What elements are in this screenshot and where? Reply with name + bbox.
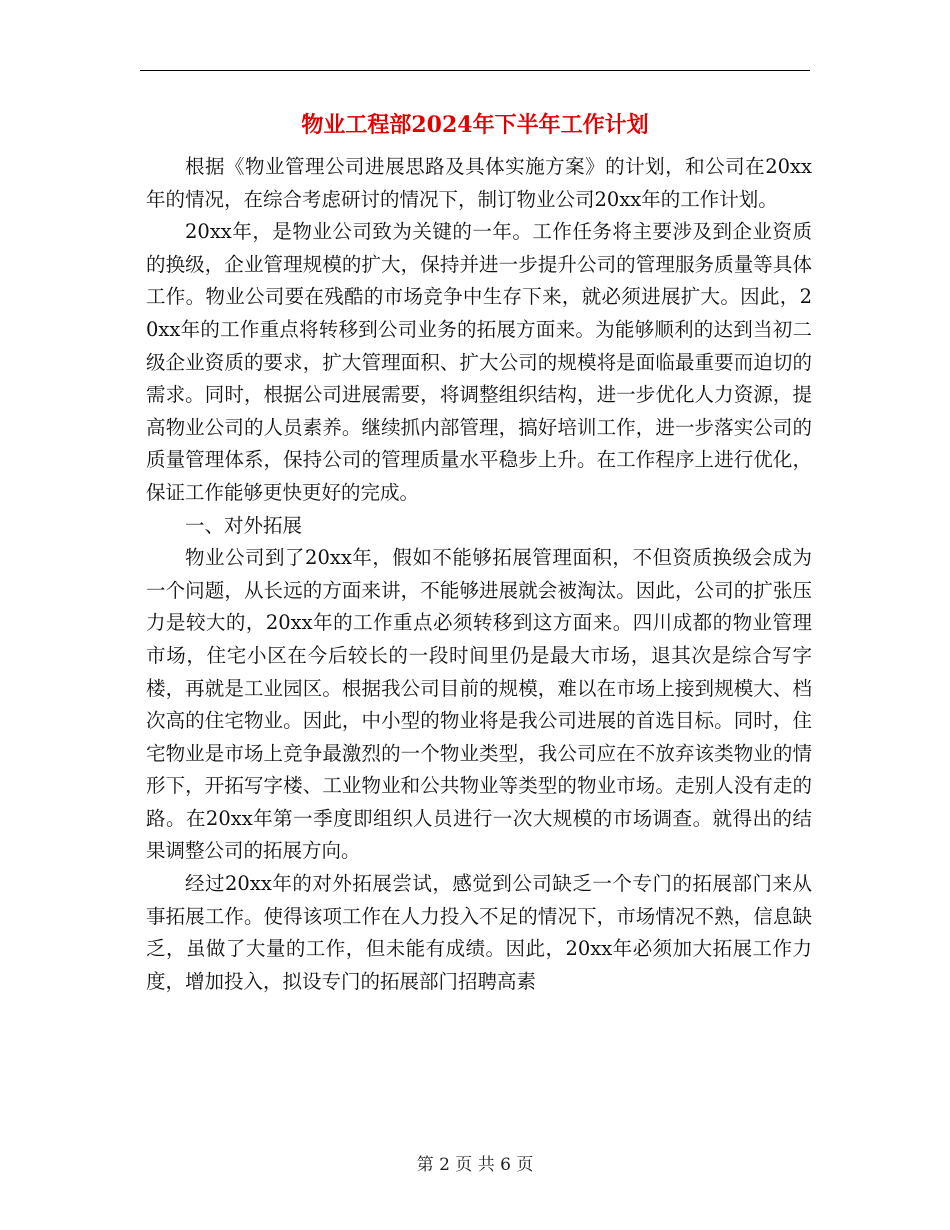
section-heading-expansion: 一、对外拓展: [185, 513, 303, 537]
paragraph-expansion: 物业公司到了20xx年，假如不能够拓展管理面积，不但资质换级会成为一个问题，从长远的方面来讲，不能够进展就会被淘汰。因此，公司的扩张压力是较大的，20xx年的工作重点必须转移到这方面来。四川成都的物业管理市场，住宅小区在今后较长的一段时间里仍是最大市场，退其次是综合写字楼，再就是工业园区。根据我公司目前的规模，难以在市场上接到规模大、档次高的住宅物业。因此，中小型的物业将是我公司进展的首选目标。同时，住宅物业是市场上竞争最激烈的一个物业类型，我公司应在不放弃该类物业的情形下，开拓写字楼、工业物业和公共物业等类型的物业市场。走别人没有走的路。在20xx年第一季度即组织人员进行一次大规模的市场调查。就得出的结果调整公司的拓展方向。: [146, 546, 812, 863]
paragraph-intro: 根据《物业管理公司进展思路及具体实施方案》的计划，和公司在20xx年的情况，在综合考虑研讨的情况下，制订物业公司20xx年的工作计划。: [146, 155, 812, 211]
header-rule: [140, 70, 810, 71]
paragraph-overview: 20xx年，是物业公司致为关键的一年。工作任务将主要涉及到企业资质的换级，企业管理规模的扩大，保持并进一步提升公司的管理服务质量等具体工作。物业公司要在残酷的市场竞争中生存下来，就必须进展扩大。因此，20xx年的工作重点将转移到公司业务的拓展方面来。为能够顺利的达到当初二级企业资质的要求，扩大管理面积、扩大公司的规模将是面临最重要而迫切的需求。同时，根据公司进展需要，将调整组织结构，进一步优化人力资源，提高物业公司的人员素养。继续抓内部管理，搞好培训工作，进一步落实公司的质量管理体系，保持公司的管理质量水平稳步上升。在工作程序上进行优化，保证工作能够更快更好的完成。: [146, 220, 812, 504]
document-title: 物业工程部2024年下半年工作计划: [301, 112, 649, 138]
paragraph-expansion-department: 经过20xx年的对外拓展尝试，感觉到公司缺乏一个专门的拓展部门来从事拓展工作。使得该项工作在人力投入不足的情况下，市场情况不熟，信息缺乏，虽做了大量的工作，但未能有成绩。因此，20xx年必须加大拓展工作力度，增加投入，拟设专门的拓展部门招聘高素: [146, 872, 812, 993]
document-body: [146, 151, 812, 998]
page-footer: 第 2 页 共 6 页: [416, 1155, 534, 1175]
